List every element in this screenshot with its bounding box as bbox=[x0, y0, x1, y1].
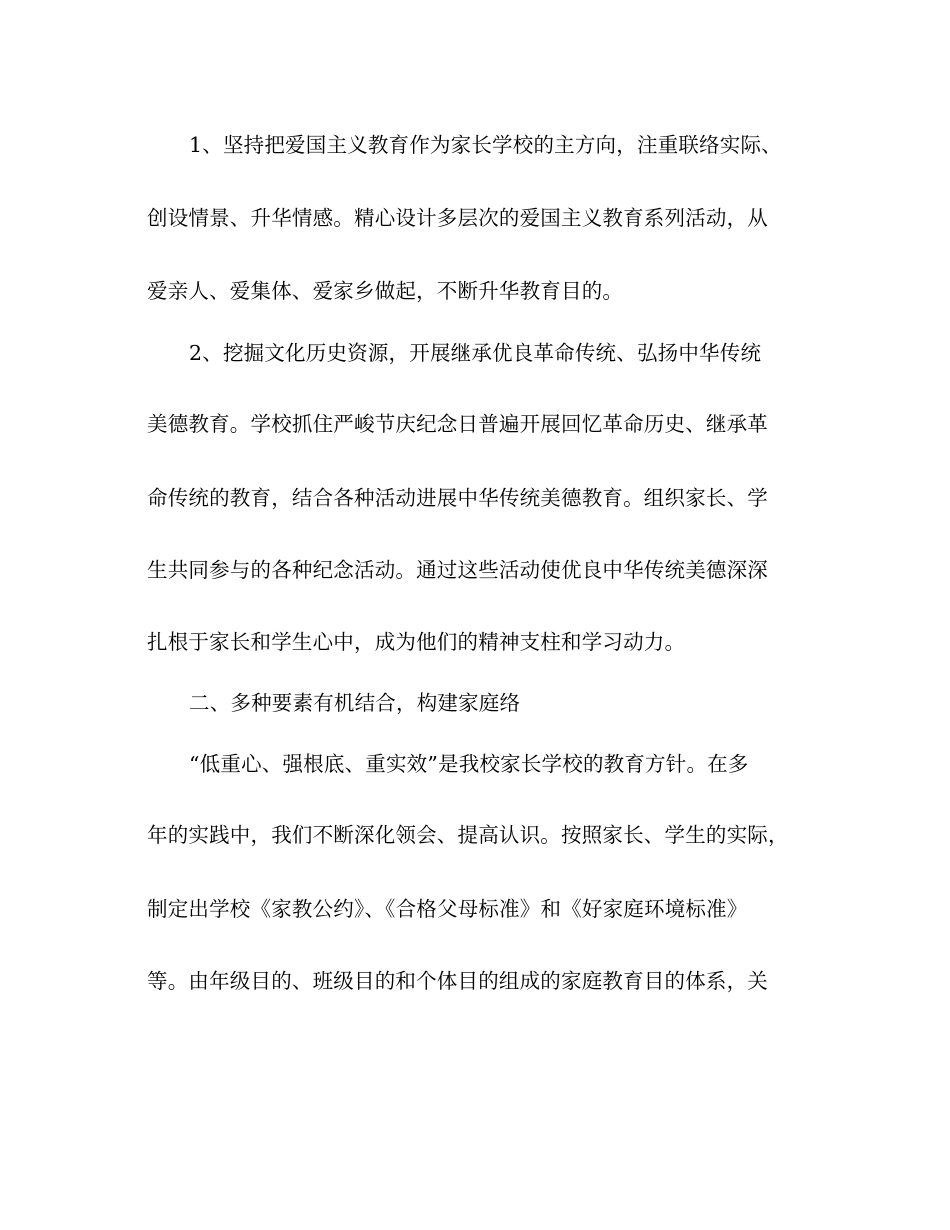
text-line-12: 制定出学校《家教公约》、《合格父母标准》和《好家庭环境标准》 bbox=[147, 897, 748, 921]
text-line-7: 生共同参与的各种纪念活动。通过这些活动使优良中华传统美德深深 bbox=[147, 558, 768, 582]
text-line-2: 创设情景、升华情感。精心设计多层次的爱国主义教育系列活动，从 bbox=[147, 206, 768, 230]
text-line-10: “低重心、强根底、重实效”是我校家长学校的教育方针。在多 bbox=[189, 752, 749, 776]
section-heading: 二、多种要素有机结合，构建家庭络 bbox=[189, 691, 521, 715]
text-line-4: 2、挖掘文化历史资源，开展继承优良革命传统、弘扬中华传统 bbox=[189, 341, 762, 365]
text-line-13: 等。由年级目的、班级目的和个体目的组成的家庭教育目的体系，关 bbox=[147, 969, 768, 993]
text-line-8: 扎根于家长和学生心中，成为他们的精神支柱和学习动力。 bbox=[147, 630, 686, 654]
text-line-5: 美德教育。学校抓住严峻节庆纪念日普遍开展回忆革命历史、继承革 bbox=[147, 412, 768, 436]
text-line-3: 爱亲人、爱集体、爱家乡做起，不断升华教育目的。 bbox=[147, 279, 624, 303]
text-line-1: 1、坚持把爱国主义教育作为家长学校的主方向，注重联络实际、 bbox=[189, 133, 782, 157]
text-line-6: 命传统的教育，结合各种活动进展中华传统美德教育。组织家长、学 bbox=[147, 486, 768, 510]
text-line-11: 年的实践中，我们不断深化领会、提高认识。按照家长、学生的实际， bbox=[147, 823, 789, 847]
